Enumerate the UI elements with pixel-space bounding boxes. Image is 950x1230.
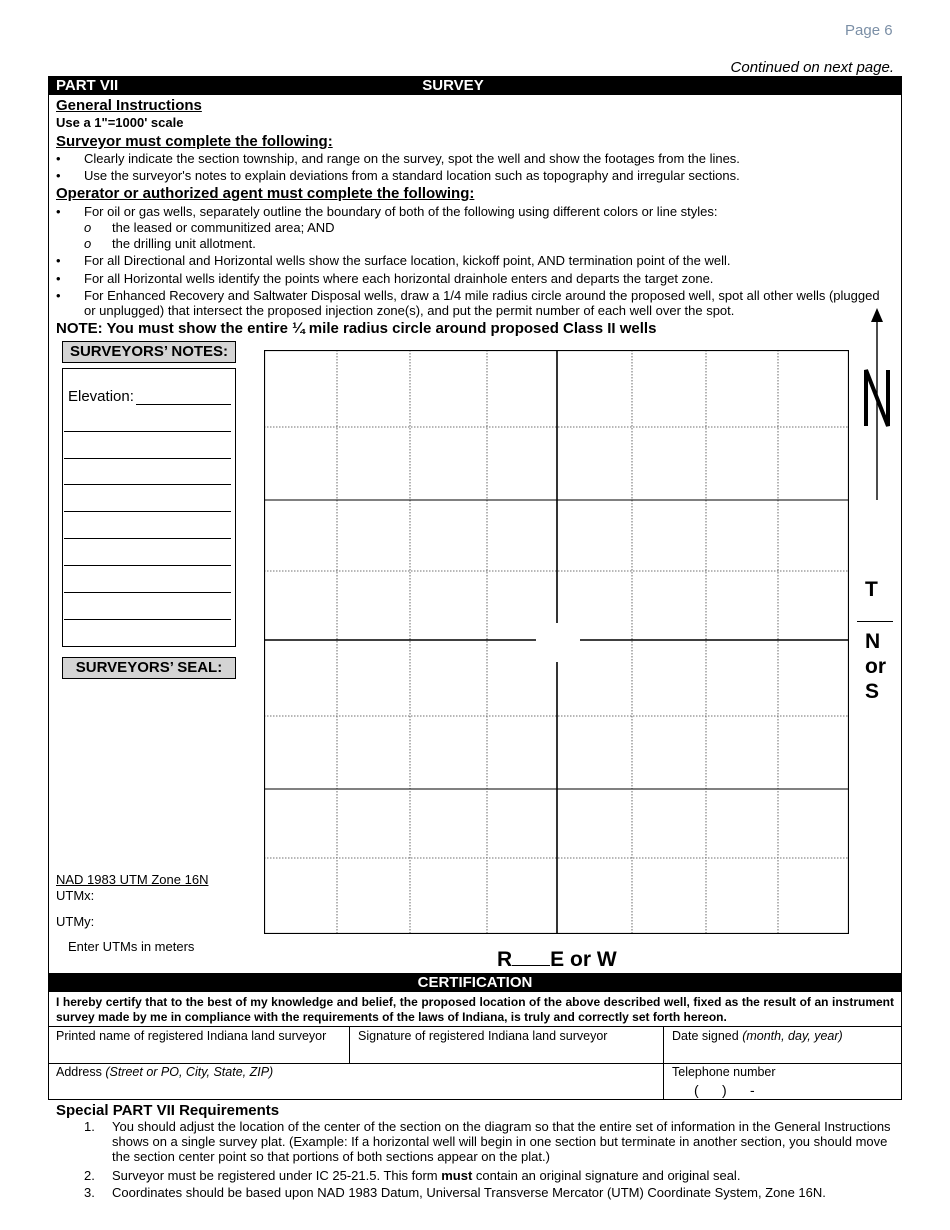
divider [48,1026,902,1027]
township-s: S [865,680,880,703]
sub-bullet-icon: o [84,236,92,251]
bullet-icon: • [56,253,61,268]
divider [663,1026,664,1100]
township-n: N [865,630,881,653]
address-label: Address [56,1065,102,1079]
class-ii-note: NOTE: You must show the entire ¼ mile radius circle around proposed Class II wells [56,320,657,337]
range-r: R [497,948,513,971]
date-hint: (month, day, year) [742,1029,843,1043]
divider [48,1063,902,1064]
divider [349,1026,350,1063]
certification-statement: I hereby certify that to the best of my knowledge and belief, the proposed location of the above described well, fixed as the result of an instrument survey made by me in compliance with the requirements of the laws of Indiana, is truly and correctly set forth hereon. [56,995,894,1024]
elevation-label: Elevation: [68,388,134,405]
surveyor-heading: Surveyor must complete the following: [56,133,333,150]
notes-line[interactable] [64,565,231,566]
range-field[interactable] [512,947,550,966]
bullet-icon: • [56,271,61,286]
address-hint: (Street or PO, City, State, ZIP) [105,1065,274,1079]
page-number: Page 6 [845,22,893,39]
surveyors-notes-label: SURVEYORS’ NOTES: [62,341,236,363]
north-arrow-icon [860,308,894,504]
date-signed-field[interactable] [672,1029,843,1043]
telephone-label: Telephone number [672,1065,776,1079]
signature-field[interactable]: Signature of registered Indiana land surveyor [358,1029,608,1043]
notes-line[interactable] [64,458,231,459]
surveyors-notes-box[interactable] [62,368,236,647]
township-or: or [865,655,886,678]
printed-name-field[interactable]: Printed name of registered Indiana land surveyor [56,1029,327,1043]
range-e-or-w: E or W [550,948,617,971]
utm-x-label[interactable]: UTMx: [56,888,95,903]
notes-line[interactable] [64,592,231,593]
bullet-icon: • [56,168,61,183]
surveyors-seal-label: SURVEYORS’ SEAL: [62,657,236,679]
notes-line[interactable] [64,431,231,432]
scale-note: Use a 1"=1000' scale [56,115,184,130]
range-label [497,947,617,972]
operator-heading: Operator or authorized agent must complete the following: [56,185,475,202]
telephone-field[interactable]: ( ) - [694,1082,755,1098]
bullet-icon: • [56,204,61,219]
address-field[interactable] [56,1065,273,1079]
elevation-field[interactable] [136,404,231,405]
requirements-heading: Special PART VII Requirements [56,1102,280,1119]
certification-header: CERTIFICATION [48,973,902,992]
section-title: SURVEY [422,77,484,94]
notes-line[interactable] [64,484,231,485]
part-header-bar [48,76,902,95]
notes-line[interactable] [64,538,231,539]
bullet-icon: • [56,288,61,303]
utm-y-label[interactable]: UTMy: [56,914,95,929]
continued-note: Continued on next page. [730,59,894,76]
utm-zone-label: NAD 1983 UTM Zone 16N [56,872,209,887]
notes-line[interactable] [64,511,231,512]
general-instructions-heading: General Instructions [56,97,202,114]
date-label: Date signed [672,1029,739,1043]
notes-line[interactable] [64,619,231,620]
bullet-icon: • [56,151,61,166]
survey-plat-grid[interactable] [264,350,849,934]
sub-bullet-icon: o [84,220,92,235]
township-field[interactable] [857,621,893,622]
township-t: T [865,578,878,601]
utm-hint: Enter UTMs in meters [68,939,195,954]
seal-area[interactable] [62,682,252,862]
part-label: PART VII [56,77,119,94]
